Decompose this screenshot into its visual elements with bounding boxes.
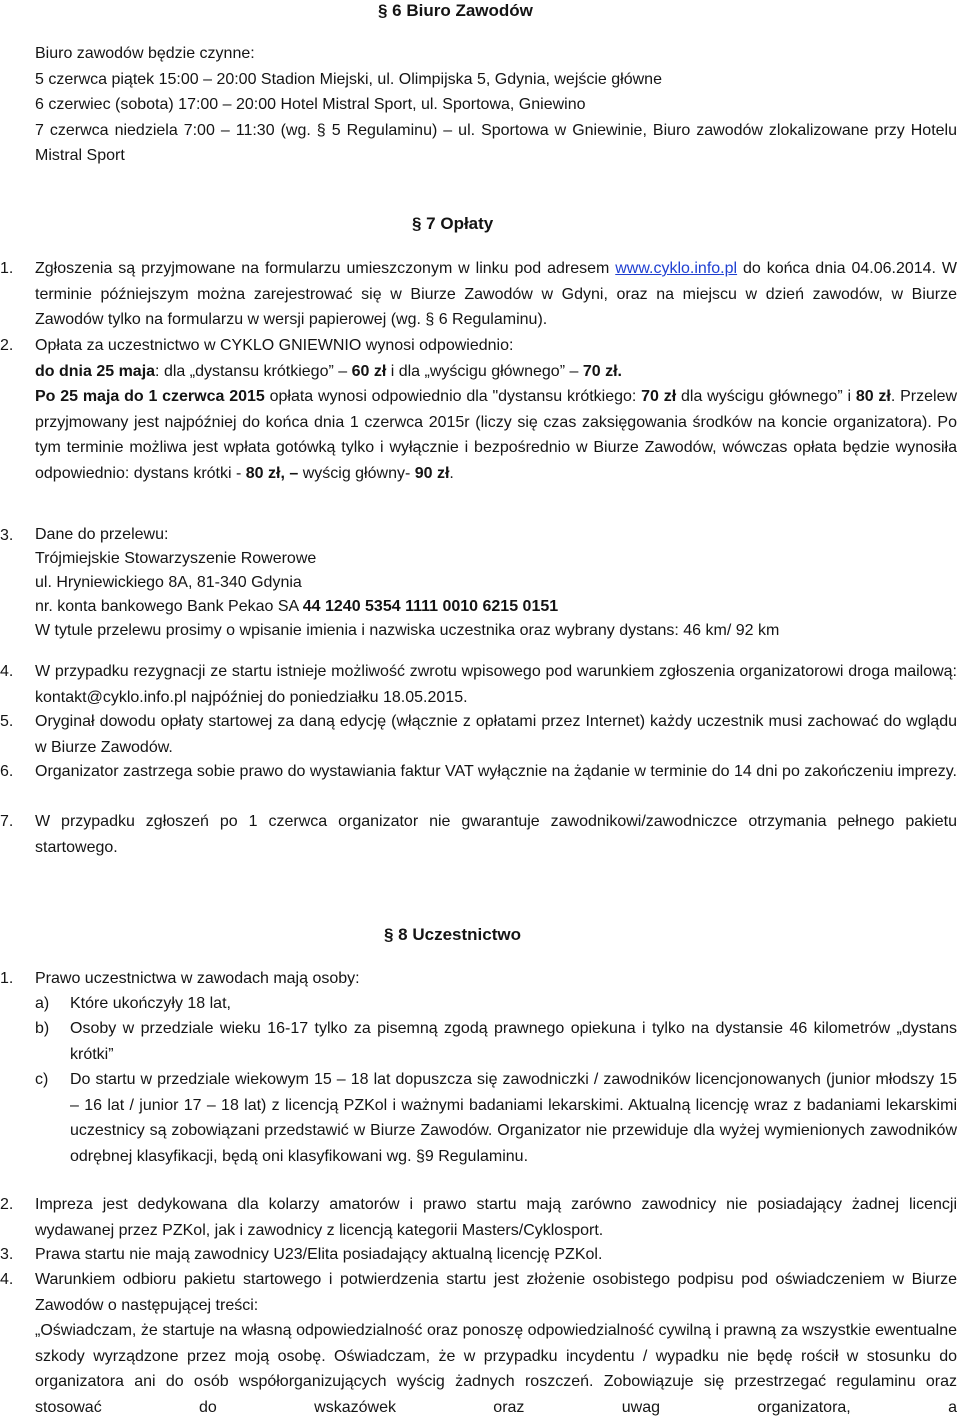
fees-item-1-text-b: do końca dnia 04.06.2014. W terminie późniejszym można zarejestrować się w Biurze Zawodów w Gdyni, oraz na miejscu w dzień zawodów, w Biurze Zawodów tylko na formularzu w wersji papierowej (wg. § 6 Regulaminu). <box>35 260 958 328</box>
declaration-quote: „Oświadczam, że startuje na własną odpowiedzialność oraz ponoszę odpowiedzialność cywilną i prawną za wszystkie ewentualne szkody wyrządzone przez moją osobę. Oświadczam, że w przypadku incydentu / wypadku nie będę rościł w stosunku do organizatora ani do osób współorganizujących wyścig żadnych roszczeń. Zobowiązuje się przestrzegać regulaminu oraz stosować do wskazówek oraz uwag organizatora, a <box>35 1322 957 1416</box>
transfer-heading: Dane do przelewu: <box>35 526 169 543</box>
office-hours-sunday: 7 czerwca niedziela 7:00 – 11:30 (wg. § 5 Regulaminu) – ul. Sportowa w Gniewinie, Biuro zawodów zlokalizowane przy Hotelu Mistral Sport <box>35 121 957 164</box>
participation-sub-b: b) Osoby w przedziale wieku 16-17 tylko za pisemną zgodą prawnego opiekuna i tylko na dystansie 46 kilometrów „dystans krótki” <box>35 1020 957 1063</box>
registration-link[interactable]: www.cyklo.info.pl <box>615 260 738 277</box>
fees-item-6: 6. Organizator zastrzega sobie prawo do wystawiania faktur VAT wyłącznie na żądanie w terminie do 14 dni po zakończeniu imprezy. <box>0 763 957 780</box>
participation-sub-a: a) Które ukończyły 18 lat, <box>35 995 231 1012</box>
fees-item-2-intro: Opłata za uczestnictwo w CYKLO GNIEWNIO wynosi odpowiednio: <box>35 337 514 354</box>
participation-item-4: 4. Warunkiem odbioru pakietu startowego i potwierdzenia startu jest złożenie osobistego podpisu pod oświadczeniem w Biurze Zawodów o następującej treści: „Oświadczam, że startuje na własną odpowiedzialność oraz ponoszę odpowiedzialność cywilną i prawną za wszystkie ewentualne szkody wyrządzone przez moją osobę. Oświadczam, że w przypadku incydentu / wypadku nie będę rościł w stosunku do organizatora ani do osób współorganizujących wyścig żadnych roszczeń. Zobowiązuje się przestrzegać regulaminu oraz stosować do wskazówek oraz uwag organizatora, a <box>0 1267 957 1420</box>
fees-item-1 <box>0 256 957 333</box>
section-6-heading: § 6 Biuro Zawodów <box>378 1 533 20</box>
fees-item-5: 5. Oryginał dowodu opłaty startowej za daną edycję (włącznie z opłatami przez Internet) każdy uczestnik musi zachować do wglądu w Biurze Zawodów. <box>0 713 957 756</box>
participation-item-2: 2. Impreza jest dedykowana dla kolarzy amatorów i prawo startu mają zarówno zawodnicy nie posiadający żadnej licencji wydawanej przez PZKol, jak i zawodnicy z licencją kategorii Masters/Cyklosport. <box>0 1196 957 1239</box>
section-6-body <box>35 41 957 169</box>
office-hours-friday: 5 czerwca piątek 15:00 – 20:00 Stadion Miejski, ul. Olimpijska 5, Gdynia, wejście główne <box>35 70 662 88</box>
participation-sub-c: c) Do startu w przedziale wiekowym 15 – 18 lat dopuszcza się zawodniczki / zawodników licencjonowanych (junior młodszy 15 – 16 lat / junior 17 – 18 lat) z licencją PZKol i ważnymi badaniami lekarskimi. Aktualną licencję wraz z badaniami lekarskimi uczestnicy są zobowiązani przedstawić w Biurze Zawodów. Organizator nie przewiduje dla wyżej wymienionych zawodników odrębnej klasyfikacji, będą oni klasyfikowani wg. §9 Regulaminu. <box>35 1071 957 1165</box>
section-7-heading: § 7 Opłaty <box>412 214 494 233</box>
item-number: 3. <box>0 527 14 544</box>
fees-item-7: 7. W przypadku zgłoszeń po 1 czerwca organizator nie gwarantuje zawodnikowi/zawodniczce otrzymania pełnego pakietu startowego. <box>0 813 957 856</box>
transfer-recipient: Trójmiejskie Stowarzyszenie Rowerowe <box>35 550 317 567</box>
item-number: 1. <box>0 260 14 277</box>
fees-item-3 <box>0 523 957 643</box>
bank-account-number: 44 1240 5354 1111 0010 6215 0151 <box>302 598 559 615</box>
transfer-address: ul. Hryniewickiego 8A, 81-340 Gdynia <box>35 574 302 591</box>
participation-item-1: 1. Prawo uczestnictwa w zawodach mają osoby: <box>0 970 360 987</box>
item-number: 2. <box>0 337 14 354</box>
transfer-title-note: W tytule przelewu prosimy o wpisanie imienia i nazwiska uczestnika oraz wybrany dystans: 46 km/ 92 km <box>35 622 780 639</box>
fees-item-2 <box>0 333 957 486</box>
office-hours-saturday: 6 czerwiec (sobota) 17:00 – 20:00 Hotel Mistral Sport, ul. Sportowa, Gniewino <box>35 96 586 113</box>
section-8-heading: § 8 Uczestnictwo <box>384 925 521 944</box>
participation-item-3: 3. Prawa startu nie mają zawodnicy U23/Elita posiadający aktualną licencję PZKol. <box>0 1246 603 1263</box>
fees-item-4: 4. W przypadku rezygnacji ze startu istnieje możliwość zwrotu wpisowego pod warunkiem zgłoszenia organizatorowi droga mailową: kontakt@cyklo.info.pl najpóźniej do poniedziałku 18.05.2015. <box>0 663 957 706</box>
office-hours-intro: Biuro zawodów będzie czynne: <box>35 45 255 62</box>
bank-account-line: nr. konta bankowego Bank Pekao SA 44 1240 5354 1111 0010 6215 0151 <box>35 598 559 615</box>
participation-item-4-text: Warunkiem odbioru pakietu startowego i potwierdzenia startu jest złożenie osobistego podpisu pod oświadczeniem w Biurze Zawodów o następującej treści: <box>35 1271 957 1314</box>
fees-item-1-text-a: Zgłoszenia są przyjmowane na formularzu umieszczonym w linku pod adresem <box>35 260 616 277</box>
fees-late-paragraph: Po 25 maja do 1 czerwca 2015 opłata wynosi odpowiednio dla "dystansu krótkiego: 70 zł dla wyścigu głównego” i 80 zł. Przelew przyjmowany jest najpóźniej do końca dnia 1 czerwca 2015r (liczy się czas zaksięgowania środków na koncie organizatora). Po tym terminie możliwa jest wpłata gotówką tylko i wyłącznie i bezpośrednio w Biurze Zawodów, wówczas opłata będzie wynosiła odpowiednio: dystans krótki - 80 zł, – wyścig główny- 90 zł. <box>35 388 958 482</box>
fees-early-line: do dnia 25 maja: dla „dystansu krótkiego” – 60 zł i dla „wyścigu głównego” – 70 zł. <box>35 362 622 380</box>
